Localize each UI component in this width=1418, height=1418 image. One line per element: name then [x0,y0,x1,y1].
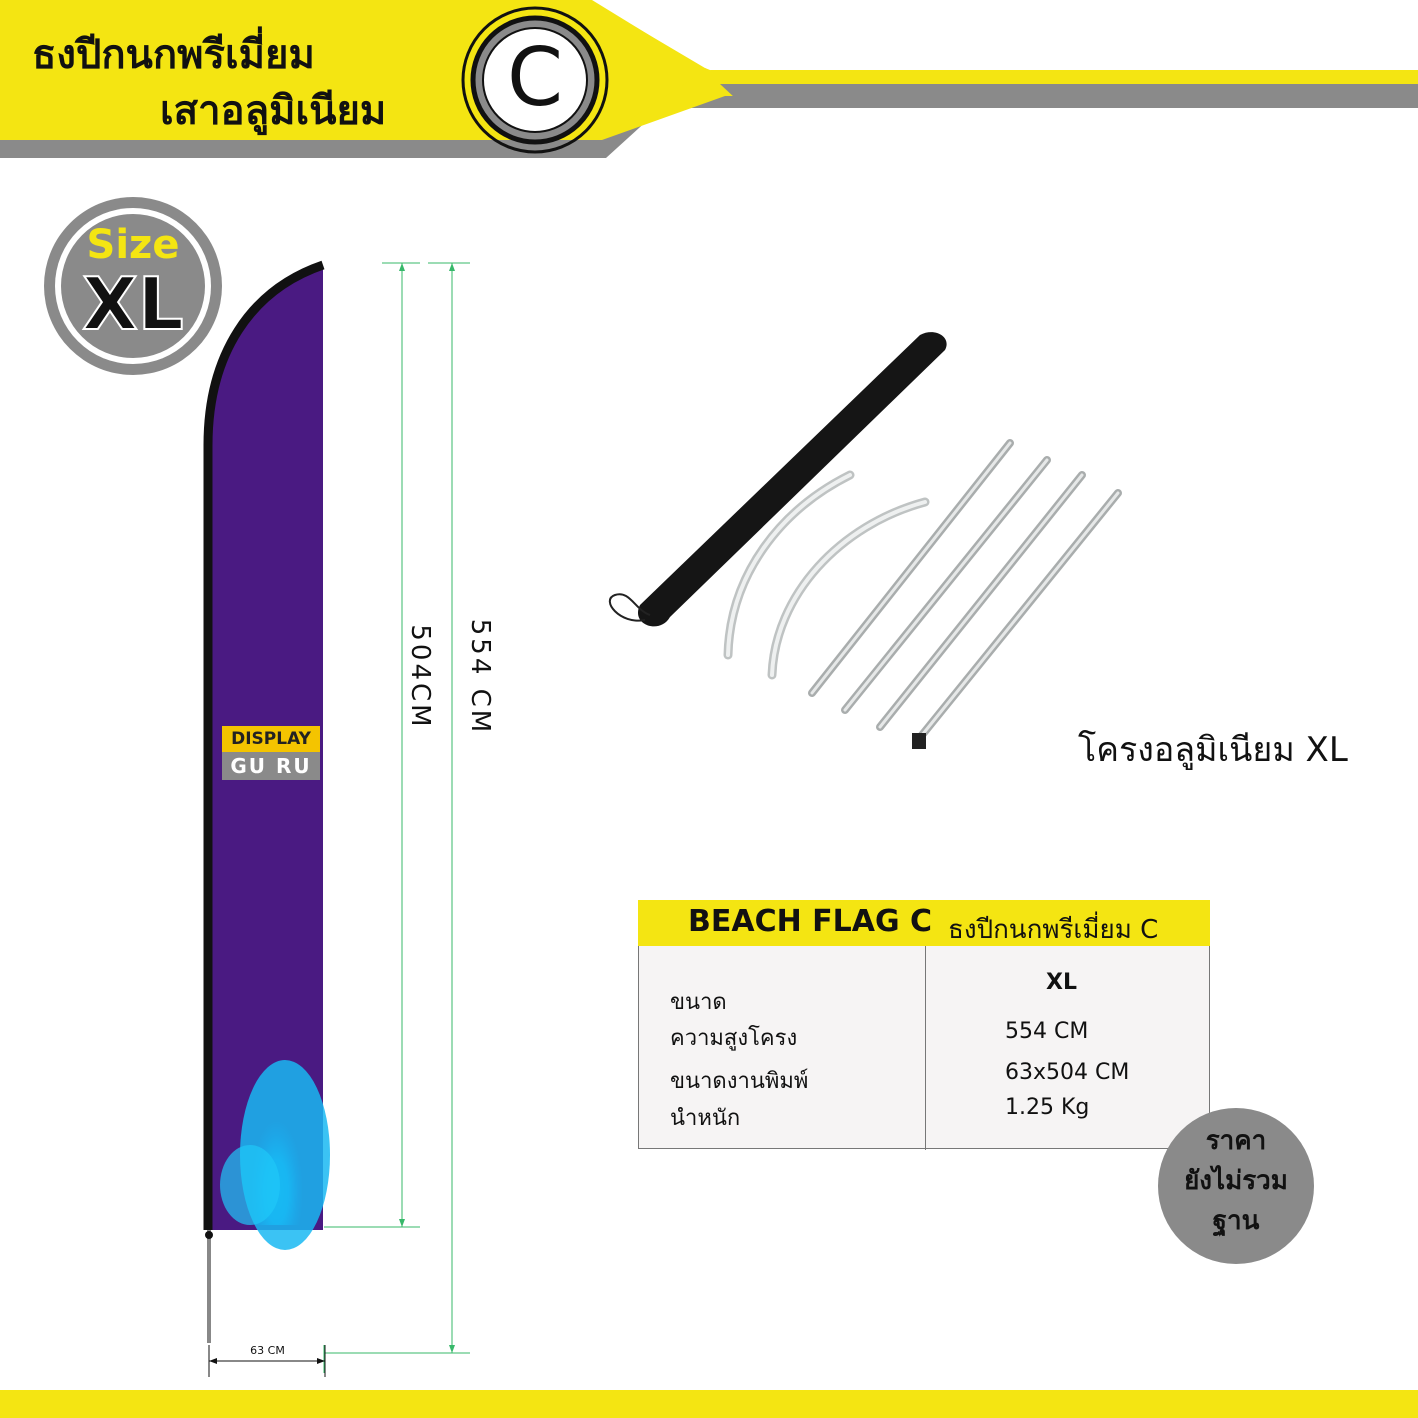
footer-bar [0,1390,1418,1418]
spec-row-label: ขนาดงานพิมพ์ [670,1069,809,1094]
spec-row-value: 1.25 Kg [1005,1095,1090,1120]
spec-row-label: ขนาด [670,990,727,1015]
header-title-line1: ธงปีกนกพรีเมี่ยม [32,32,315,78]
dimension-total-height: 554 CM [465,618,495,736]
spec-header-th: ธงปีกนกพรีเมี่ยม C [948,915,1159,945]
size-value: XL [82,262,184,346]
c-badge-letter: C [507,31,563,124]
spec-header-en: BEACH FLAG C [688,904,933,939]
frame-parts-illustration [590,325,1150,765]
frame-caption: โครงอลูมิเนียม XL [1078,730,1348,770]
width-label: 63 CM [250,1344,285,1357]
logo-line2: GU RU [230,754,312,778]
header-title-line2: เสาอลูมิเนียม [160,88,387,134]
logo-line1: DISPLAY [231,729,311,749]
price-note-line3: ฐาน [1212,1206,1260,1236]
width-dimension [205,1335,330,1380]
spec-table-divider [925,946,926,1150]
size-label: Size [86,222,180,268]
dimension-print-height: 504CM [405,624,435,730]
spec-row-value: 554 CM [1005,1019,1089,1044]
spec-row-label: นำหนัก [670,1106,741,1131]
spec-row-value: 63x504 CM [1005,1060,1130,1085]
spec-column-value: XL [1046,970,1077,995]
price-note-line2: ยังไม่รวม [1184,1166,1288,1196]
dimension-lines [300,255,480,1385]
price-note-line1: ราคา [1205,1126,1267,1156]
spec-row-label: ความสูงโครง [670,1026,798,1051]
